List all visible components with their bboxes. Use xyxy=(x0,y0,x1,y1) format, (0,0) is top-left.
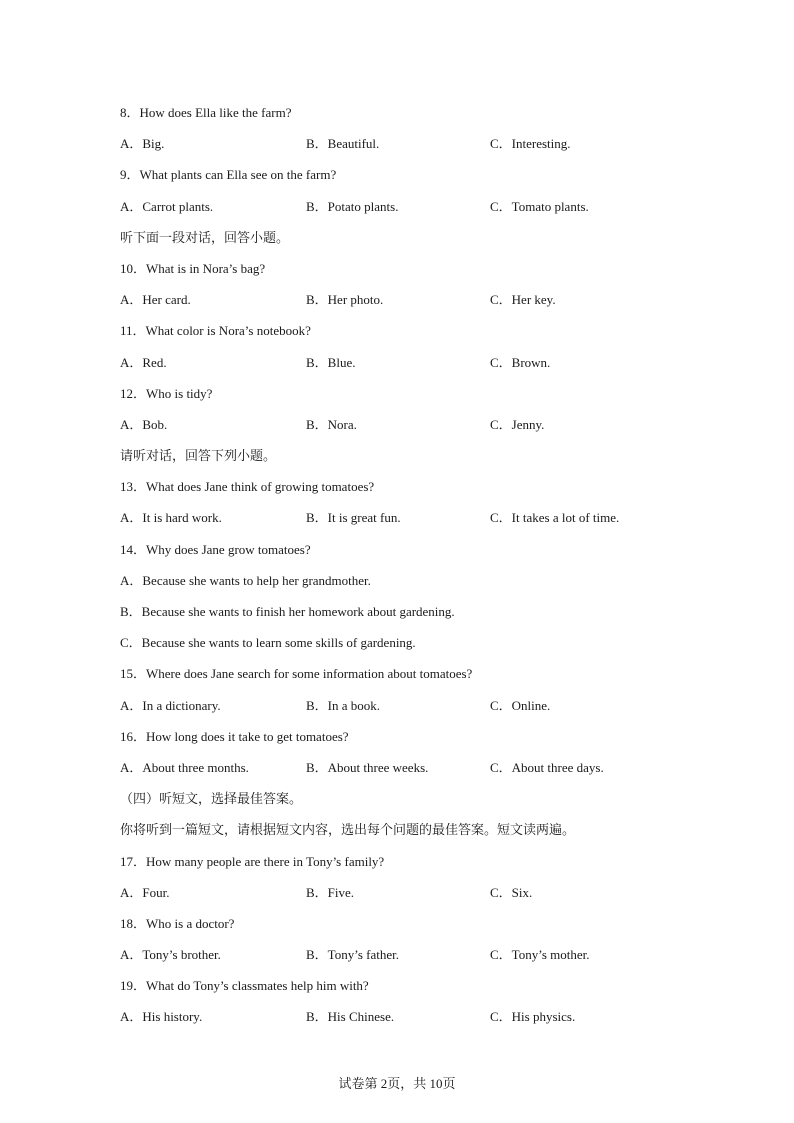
option-a: A．Her card. xyxy=(120,292,191,308)
option-a: A．Four. xyxy=(120,884,170,900)
answer-options xyxy=(120,351,720,382)
option-a: A．His history. xyxy=(120,1009,203,1025)
question-text: 13．What does Jane think of growing tomatoes? xyxy=(120,479,375,495)
option-b: B．About three weeks. xyxy=(306,759,429,775)
answer-option-line: C．Because she wants to learn some skills of gardening. xyxy=(120,635,416,651)
option-a: A．It is hard work. xyxy=(120,510,222,526)
option-a: A．Red. xyxy=(120,354,167,370)
answer-options xyxy=(120,756,720,787)
answer-options xyxy=(120,413,720,444)
option-a: A．In a dictionary. xyxy=(120,697,221,713)
option-c: C．It takes a lot of time. xyxy=(490,510,620,526)
option-c: C．Online. xyxy=(490,697,551,713)
answer-options xyxy=(120,288,720,319)
option-b: B．It is great fun. xyxy=(306,510,401,526)
option-c: C．About three days. xyxy=(490,759,604,775)
option-b: B．In a book. xyxy=(306,697,381,713)
question-text: 14．Why does Jane grow tomatoes? xyxy=(120,541,311,557)
option-b: B．Nora. xyxy=(306,416,357,432)
option-c: C．Interesting. xyxy=(490,136,571,152)
option-b: B．Five. xyxy=(306,884,355,900)
question-text: 18．Who is a doctor? xyxy=(120,915,235,931)
option-a: A．Tony’s brother. xyxy=(120,947,221,963)
question-text: 16．How long does it take to get tomatoes? xyxy=(120,728,349,744)
option-b: B．Potato plants. xyxy=(306,198,399,214)
option-c: C．Six. xyxy=(490,884,533,900)
section-instruction: 听下面一段对话，回答小题。 xyxy=(120,229,290,245)
page-footer: 试卷第 2页，共 10页 xyxy=(338,1076,456,1091)
option-c: C．Tomato plants. xyxy=(490,198,589,214)
answer-options xyxy=(120,506,720,537)
option-c: C．Jenny. xyxy=(490,416,545,432)
answer-options xyxy=(120,195,720,226)
question-text: 19．What do Tony’s classmates help him with? xyxy=(120,978,369,994)
option-b: B．Her photo. xyxy=(306,292,384,308)
question-text: 10．What is in Nora’s bag? xyxy=(120,260,266,276)
option-c: C．Tony’s mother. xyxy=(490,947,590,963)
answer-option-line: B．Because she wants to finish her homework about gardening. xyxy=(120,604,455,619)
question-text: 11．What color is Nora’s notebook? xyxy=(120,323,311,339)
option-c: C．His physics. xyxy=(490,1009,576,1025)
option-b: B．Tony’s father. xyxy=(306,947,399,963)
option-b: B．Beautiful. xyxy=(306,136,380,152)
question-text: 9．What plants can Ella see on the farm? xyxy=(120,167,337,183)
option-a: A．Big. xyxy=(120,136,165,152)
option-a: A．Bob. xyxy=(120,416,168,432)
answer-options xyxy=(120,132,720,163)
exam-page-content xyxy=(120,101,720,1037)
option-a: A．Carrot plants. xyxy=(120,198,214,214)
option-c: C．Her key. xyxy=(490,292,556,308)
section-instruction: （四）听短文，选择最佳答案。 xyxy=(120,791,303,807)
option-a: A．About three months. xyxy=(120,759,249,775)
question-text: 8．How does Ella like the farm? xyxy=(120,105,292,120)
question-text: 15．Where does Jane search for some information about tomatoes? xyxy=(120,666,473,682)
answer-options xyxy=(120,943,720,974)
question-text: 17．How many people are there in Tony’s family? xyxy=(120,853,385,869)
section-instruction: 你将听到一篇短文，请根据短文内容，选出每个问题的最佳答案。短文读两遍。 xyxy=(120,822,576,838)
answer-options xyxy=(120,1005,720,1036)
option-b: B．Blue. xyxy=(306,354,356,370)
section-instruction: 请听对话，回答下列小题。 xyxy=(120,448,277,464)
question-text: 12．Who is tidy? xyxy=(120,385,213,401)
option-c: C．Brown. xyxy=(490,354,551,370)
answer-options xyxy=(120,694,720,725)
option-b: B．His Chinese. xyxy=(306,1009,395,1025)
answer-option-line: A．Because she wants to help her grandmother. xyxy=(120,572,371,588)
answer-options xyxy=(120,881,720,912)
